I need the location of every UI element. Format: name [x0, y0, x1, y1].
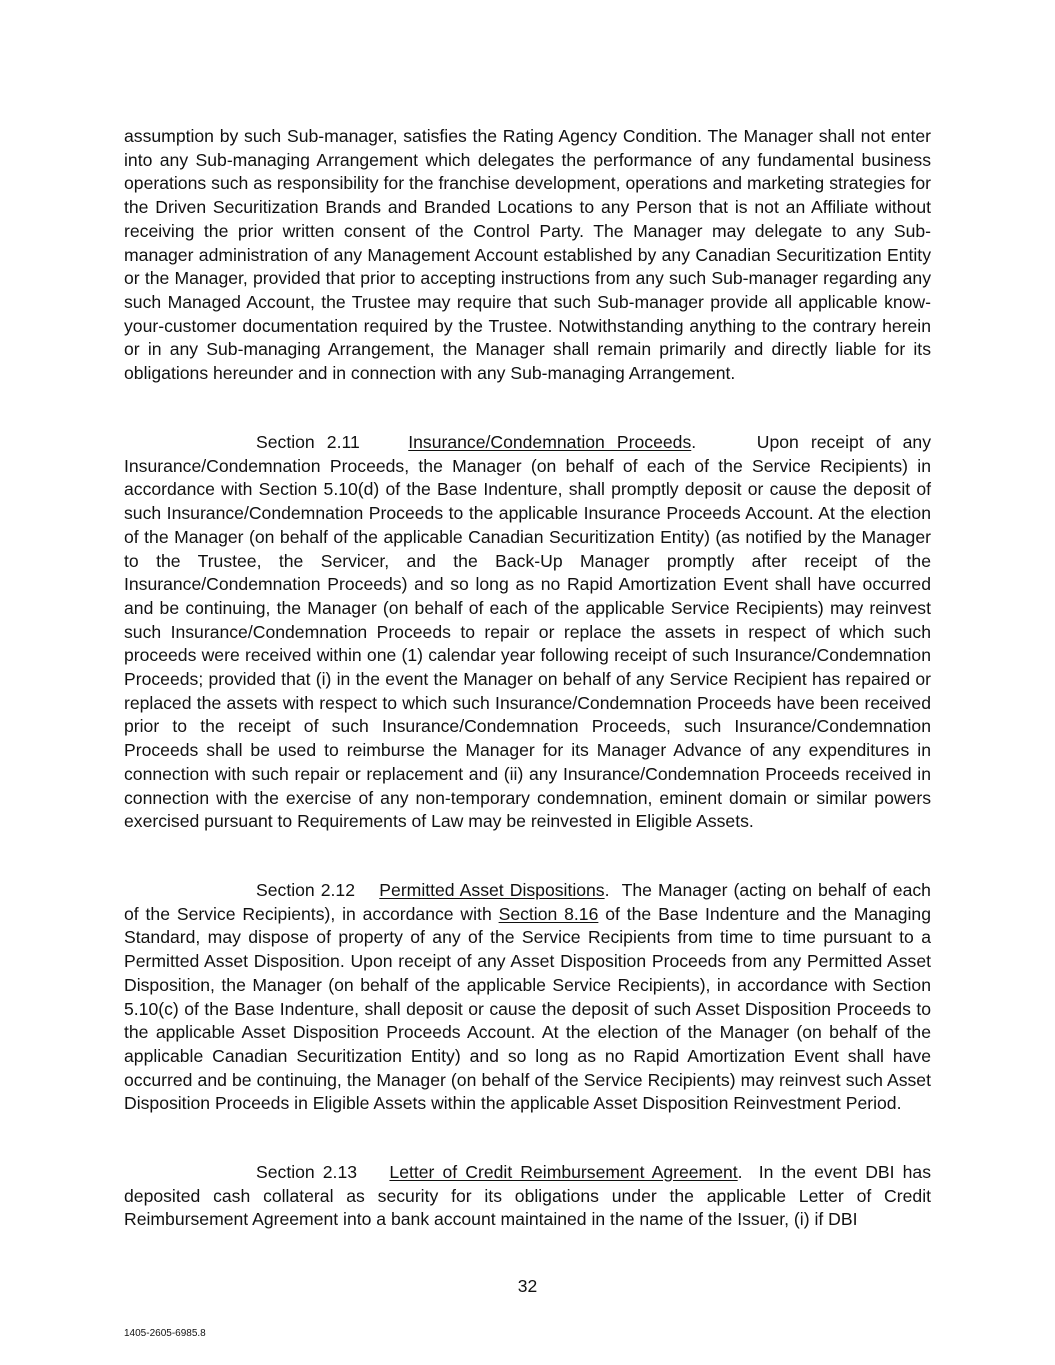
continuation-paragraph	[124, 125, 931, 386]
document-id: 1405-2605-6985.8	[124, 1328, 206, 1339]
section-2-12-paragraph: Section 2.12 Permitted Asset Dispositions. The Manager (acting on behalf of each of the Service Recipients), in accordance with Section 8.16 of the Base Indenture and the Managing Standard, may dispose of property of any of the Service Recipients from time to time pursuant to a Permitted Asset Disposition. Upon receipt of any Asset Disposition Proceeds from any Permitted Asset Disposition, the Manager (on behalf of the applicable Service Recipients), in accordance with Section 5.10(c) of the Base Indenture, shall deposit or cause the deposit of such Asset Disposition Proceeds to the applicable Asset Disposition Proceeds Account. At the election of the Manager (on behalf of the applicable Canadian Securitization Entity) and so long as no Rapid Amortization Event shall have occurred and be continuing, the Manager (on behalf of the Service Recipients) may reinvest such Asset Disposition Proceeds in Eligible Assets within the applicable Asset Disposition Reinvestment Period.	[124, 880, 931, 1114]
section-2-12-number: Section 2.12	[256, 880, 355, 900]
section-2-13-paragraph: Section 2.13 Letter of Credit Reimbursement Agreement. In the event DBI has deposited cash collateral as security for its obligations under the applicable Letter of Credit Reimbursement Agreement into a bank account maintained in the name of the Issuer, (i) if DBI	[124, 1162, 931, 1230]
section-2-12-title: Permitted Asset Dispositions	[379, 880, 605, 900]
section-2-12-text-before: The Manager (acting on behalf of each of the Service Recipients), in accordance with	[124, 880, 931, 924]
section-2-11-text: Upon receipt of any Insurance/Condemnation Proceeds, the Manager (on behalf of each of the Service Recipients) in accordance with Section 5.10(d) of the Base Indenture, shall promptly deposit or cause the deposit of such Insurance/Condemnation Proceeds to the applicable Insurance Proceeds Account. At the election of the Manager (on behalf of the applicable Canadian Securitization Entity) (as notified by the Manager to the Trustee, the Servicer, and the Back-Up Manager promptly after receipt of the Insurance/Condemnation Proceeds) and so long as no Rapid Amortization Event shall have occurred and be continuing, the Manager (on behalf of each of the applicable Service Recipients) may reinvest such Insurance/Condemnation Proceeds to repair or replace the assets in respect of which such proceeds were received within one (1) calendar year following receipt of such Insurance/Condemnation Proceeds; provided that (i) in the event the Manager on behalf of any Service Recipient has repaired or replaced the assets with respect to which such Insurance/Condemnation Proceeds have been received prior to the receipt of such Insurance/Condemnation Proceeds, such Insurance/Condemnation Proceeds shall be used to reimburse the Manager for its Manager Advance of any expenditures in connection with such repair or replacement and (ii) any Insurance/Condemnation Proceeds received in connection with the exercise of any non-temporary condemnation, eminent domain or similar powers exercised pursuant to Requirements of Law may be reinvested in Eligible Assets.	[124, 432, 931, 832]
section-2-11-number: Section 2.11	[256, 432, 360, 452]
section-2-12-text-after: of the Base Indenture and the Managing Standard, may dispose of property of any of the Service Recipients from time to time pursuant to a Permitted Asset Disposition. Upon receipt of any Asset Disposition Proceeds from any Permitted Asset Disposition, the Manager (on behalf of the applicable Service Recipients), in accordance with Section 5.10(c) of the Base Indenture, shall deposit or cause the deposit of such Asset Disposition Proceeds to the applicable Asset Disposition Proceeds Account. At the election of the Manager (on behalf of the applicable Canadian Securitization Entity) and so long as no Rapid Amortization Event shall have occurred and be continuing, the Manager (on behalf of the Service Recipients) may reinvest such Asset Disposition Proceeds in Eligible Assets within the applicable Asset Disposition Reinvestment Period.	[124, 903, 931, 1114]
continuation-text: assumption by such Sub-manager, satisfies the Rating Agency Condition. The Manager shall not enter into any Sub-managing Arrangement which delegates the performance of any fundamental business operations such as responsibility for the franchise development, operations and marketing strategies for the Driven Securitization Brands and Branded Locations to any Person that is not an Affiliate without receiving the prior written consent of the Control Party. The Manager may delegate to any Sub-manager administration of any Management Account established by any Canadian Securitization Entity or the Manager, provided that prior to accepting instructions from any such Sub-manager regarding any such Managed Account, the Trustee may require that such Sub-manager provide all applicable know-your-customer documentation required by the Trustee. Notwithstanding anything to the contrary herein or in any Sub-managing Arrangement, the Manager shall remain primarily and directly liable for its obligations hereunder and in connection with any Sub-managing Arrangement.	[124, 126, 931, 384]
section-2-13-title: Letter of Credit Reimbursement Agreement	[389, 1162, 738, 1182]
section-2-13-text: In the event DBI has deposited cash collateral as security for its obligations under the applicable Letter of Credit Reimbursement Agreement into a bank account maintained in the name of the Issuer, (i) if DBI	[124, 1162, 931, 1230]
page-number: 32	[517, 1276, 538, 1296]
section-2-11-title: Insurance/Condemnation Proceeds	[408, 432, 692, 452]
section-2-11-paragraph: Section 2.11 Insurance/Condemnation Proceeds. Upon receipt of any Insurance/Condemnation Proceeds, the Manager (on behalf of each of the Service Recipients) in accordance with Section 5.10(d) of the Base Indenture, shall promptly deposit or cause the deposit of such Insurance/Condemnation Proceeds to the applicable Insurance Proceeds Account. At the election of the Manager (on behalf of the applicable Canadian Securitization Entity) (as notified by the Manager to the Trustee, the Servicer, and the Back-Up Manager promptly after receipt of the Insurance/Condemnation Proceeds) and so long as no Rapid Amortization Event shall have occurred and be continuing, the Manager (on behalf of each of the applicable Service Recipients) may reinvest such Insurance/Condemnation Proceeds to repair or replace the assets in respect of which such proceeds were received within one (1) calendar year following receipt of such Insurance/Condemnation Proceeds; provided that (i) in the event the Manager on behalf of any Service Recipient has repaired or replaced the assets with respect to which such Insurance/Condemnation Proceeds have been received prior to the receipt of such Insurance/Condemnation Proceeds, such Insurance/Condemnation Proceeds shall be used to reimburse the Manager for its Manager Advance of any expenditures in connection with such repair or replacement and (ii) any Insurance/Condemnation Proceeds received in connection with the exercise of any non-temporary condemnation, eminent domain or similar powers exercised pursuant to Requirements of Law may be reinvested in Eligible Assets.	[124, 432, 931, 832]
section-2-13-number: Section 2.13	[256, 1162, 358, 1182]
section-8-16-reference: Section 8.16	[498, 903, 599, 924]
